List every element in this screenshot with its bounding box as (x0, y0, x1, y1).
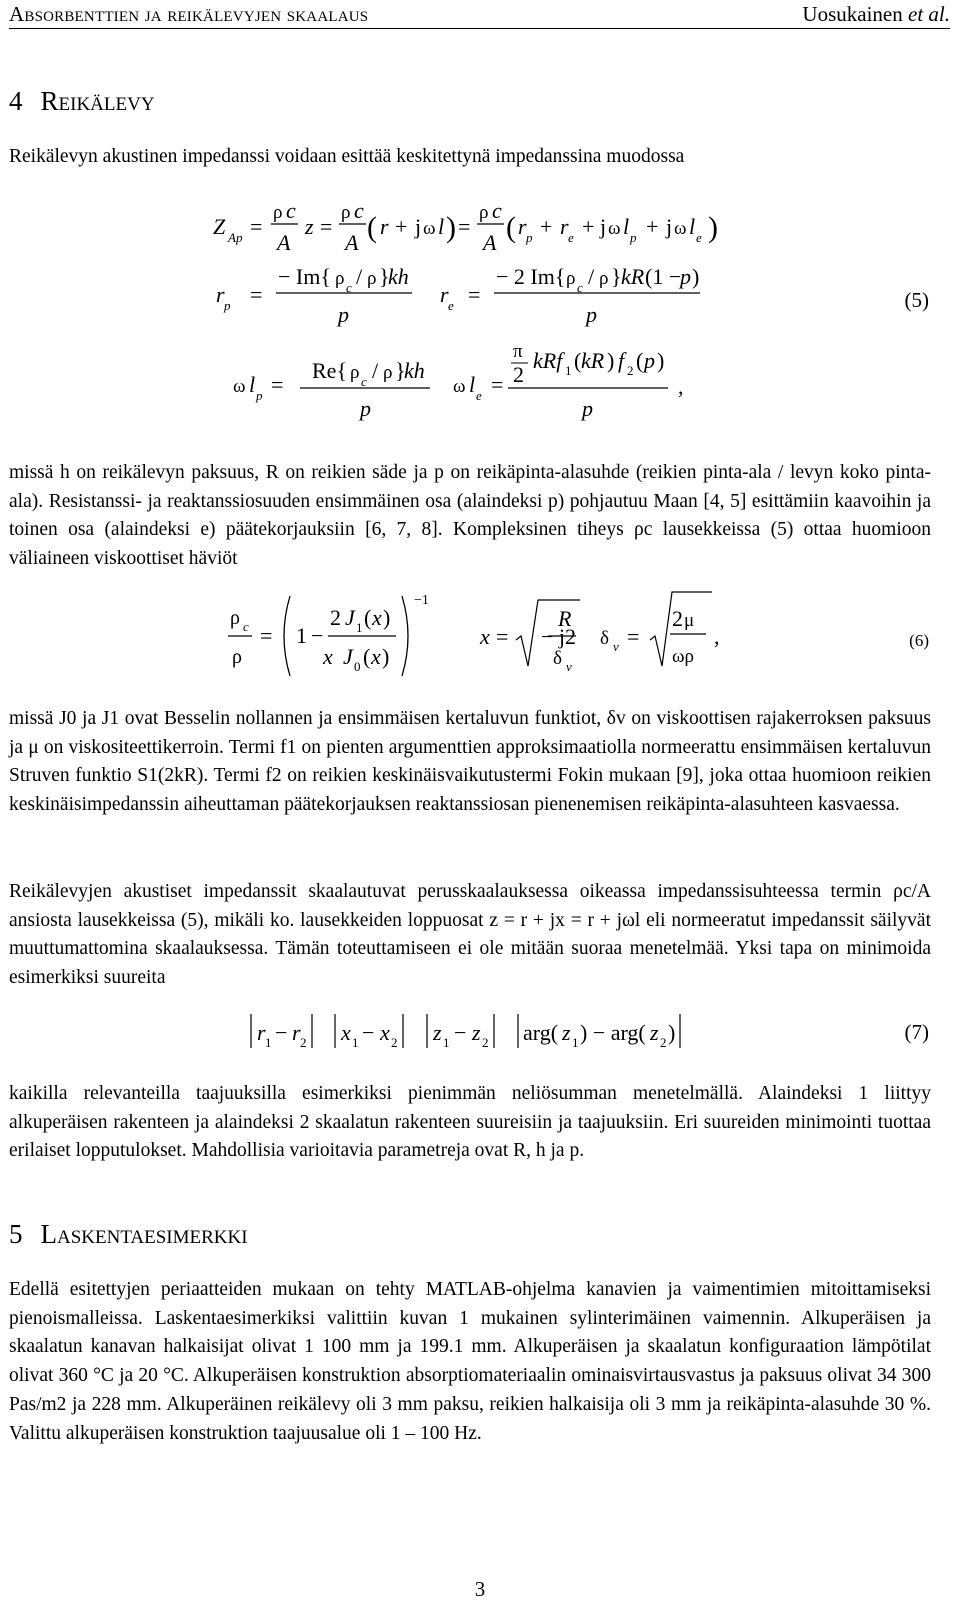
svg-text:1: 1 (265, 1035, 272, 1050)
running-header-title: Absorbenttien ja reikälevyjen skaalaus (9, 2, 369, 26)
svg-text:ρ: ρ (341, 202, 351, 223)
svg-text:p: p (582, 396, 593, 421)
equation-5-number: (5) (904, 288, 929, 312)
svg-text:=: = (271, 372, 284, 397)
svg-text:r: r (257, 1020, 266, 1045)
paragraph-after-eq6: missä J0 ja J1 ovat Besselin nollannen ja ensimmäisen kertaluvun funktiot, δv on viskoottisen rajakerroksen paksuus ja μ on viskositeettikerroin. Termi f1 on pienten argumenttien approksimaatiolla normeerattu ensimmäisen kertaluvun Struven funktio S1(2kR). Termi f2 on reikien keskinäisvaikutustermi Fokin mukaan [9], joka ottaa huomioon reikien keskinäisimpedanssin aiheuttaman päätekorjauksen reaktanssiosan pienenemisen reikäpinta-alasuhteen kasvaessa. (9, 708, 931, 816)
svg-text:r: r (518, 214, 527, 239)
section-5-heading (9, 1219, 248, 1250)
svg-text:z: z (305, 214, 314, 239)
svg-text:): ) (383, 605, 391, 630)
svg-text:−: − (275, 1020, 288, 1045)
svg-text:=: = (468, 282, 481, 307)
svg-text:e: e (476, 388, 482, 403)
svg-text:J: J (343, 644, 353, 669)
svg-text:): ) (708, 211, 718, 244)
svg-text:ρ: ρ (566, 268, 576, 289)
svg-text:(: ( (364, 605, 372, 630)
equation-7 (0, 1002, 960, 1057)
svg-text:−: − (362, 1020, 375, 1045)
svg-text:J: J (345, 605, 355, 630)
svg-text:f: f (618, 348, 625, 373)
svg-text:ω: ω (608, 218, 621, 239)
svg-text:2: 2 (300, 1035, 307, 1050)
svg-text:c: c (346, 280, 352, 295)
svg-text:2: 2 (330, 605, 341, 630)
svg-text:ωρ: ωρ (672, 646, 694, 667)
svg-text:c: c (361, 374, 367, 389)
svg-text:ω: ω (423, 218, 436, 239)
svg-text:): ) (692, 264, 700, 289)
running-header (9, 2, 950, 29)
svg-text:=: = (458, 214, 471, 239)
svg-text:/: / (372, 358, 379, 383)
paragraph-after-eq5: missä h on reikälevyn paksuus, R on reikien säde ja p on reikäpinta-alasuhde (reikien pinta-ala / levyn koko pinta-ala). Resistanssi- ja reaktanssiosuuden ensimmäinen osa (alaindeksi p) pohjautuu Maan [4, 5] esittämiin kaavoihin ja toinen osa (alaindeksi e) päätekorjauksiin [6, 7, 8]. Kompleksinen tiheys ρc lausekkeissa (5) ottaa huomioon väliaineen viskoottiset häviöt (9, 462, 931, 570)
svg-text:v: v (566, 659, 572, 674)
equation-6-formula (0, 578, 900, 688)
section-number: 5 (9, 1219, 23, 1249)
svg-text:}: } (611, 264, 622, 289)
svg-text:+: + (582, 214, 595, 239)
svg-text:z: z (433, 1020, 442, 1045)
svg-text:,: , (678, 374, 684, 399)
svg-text:e: e (448, 298, 454, 313)
svg-text:ρ: ρ (599, 268, 609, 289)
svg-text:e: e (568, 230, 574, 245)
svg-text:v: v (613, 639, 619, 654)
svg-text:ρ: ρ (335, 268, 345, 289)
svg-text:r: r (560, 214, 569, 239)
svg-text:/: / (588, 264, 595, 289)
svg-text:=: = (250, 282, 263, 307)
paragraph-example: Edellä esitettyjen periaatteiden mukaan on tehty MATLAB-ohjelma kanavien ja vaimentimien mitoittamiseksi pienoismalleissa. Laskentaesimerkiksi valittiin kuvan 1 mukainen sylinterimäinen vaimennin. Alkuperäisen ja skaalatun kanavan halkaisijat olivat 1 100 mm ja 199.1 mm. Alkuperäisen ja skaalatun konfiguraation lämpötilat olivat 360 °C ja 20 °C. Alkuperäisen konstruktion absorptiomateriaalin ominaisvirtausvastus ja paksuus olivat 34 300 Pas/m2 ja 228 mm. Alkuperäinen reikälevy oli 3 mm paksu, reikien halkaisija oli 3 mm ja reikäpinta-alasuhde 30 %. Valittu alkuperäisen konstruktion taajuusalue oli 1 – 100 Hz. (9, 1279, 931, 1444)
equation-7-number: (7) (904, 1020, 929, 1044)
svg-text:1: 1 (572, 1035, 579, 1050)
svg-text:−: − (454, 1020, 467, 1045)
svg-text:l: l (689, 214, 696, 239)
section-4-heading (9, 86, 155, 117)
svg-text:x: x (480, 624, 490, 649)
svg-text:π: π (513, 341, 523, 362)
svg-text:2: 2 (482, 1035, 489, 1050)
svg-text:p: p (224, 298, 231, 313)
svg-text:2: 2 (660, 1035, 667, 1050)
section-number: 4 (9, 86, 23, 116)
svg-text:−: − (311, 623, 324, 648)
svg-text:A: A (345, 230, 359, 255)
svg-text:ρ: ρ (383, 362, 393, 383)
svg-text:l: l (438, 214, 445, 239)
svg-text:c: c (577, 280, 583, 295)
svg-text:ρ: ρ (350, 362, 360, 383)
svg-text:p: p (680, 264, 691, 289)
svg-text:/: / (356, 264, 363, 289)
svg-text:) − arg(: ) − arg( (580, 1020, 646, 1045)
svg-text:x: x (372, 605, 382, 630)
svg-text:=: = (320, 214, 333, 239)
author-name: Uosukainen (802, 2, 903, 26)
svg-text:− 2 Im{: − 2 Im{ (496, 264, 566, 289)
svg-text:+: + (395, 214, 408, 239)
svg-text:j: j (666, 214, 673, 239)
svg-text:ρ: ρ (273, 202, 283, 223)
svg-text:x: x (323, 644, 333, 669)
svg-text:−1: −1 (414, 593, 429, 608)
svg-text:c: c (243, 619, 249, 634)
svg-text:z: z (472, 1020, 481, 1045)
svg-text:): ) (607, 348, 615, 373)
svg-text:Z: Z (213, 214, 226, 239)
svg-text:r: r (440, 282, 449, 307)
svg-text:p: p (256, 388, 263, 403)
svg-text:(: ( (574, 348, 582, 373)
equation-5-formula (0, 192, 900, 442)
paragraph-scaling: Reikälevyjen akustiset impedanssit skaalautuvat perusskaalauksessa oikeassa impedanssisuhteessa termin ρc/A ansiosta lausekkeissa (5), mikäli ko. lausekkeiden loppuosat z = r + jx = r + jωl eli normeeratut impedanssit säilyvät muuttumattomina skaalauksessa. Tämän toteuttamiseen ei ole mitään suoraa menetelmää. Yksi tapa on minimoida esimerkiksi suureita (9, 881, 931, 989)
svg-text:=: = (496, 624, 509, 649)
svg-text:}: } (395, 358, 406, 383)
svg-text:c: c (492, 198, 502, 223)
svg-text:j: j (600, 214, 607, 239)
svg-text:kR: kR (581, 348, 605, 373)
svg-text:): ) (657, 348, 665, 373)
equation-6-number: (6) (909, 631, 929, 650)
svg-text:− j2: − j2 (541, 624, 577, 649)
svg-text:ω: ω (674, 218, 687, 239)
svg-text:kh: kh (404, 358, 425, 383)
svg-text:r: r (292, 1020, 301, 1045)
svg-text:ρ: ρ (479, 202, 489, 223)
svg-text:1: 1 (356, 620, 363, 635)
svg-text:=: = (260, 623, 273, 648)
svg-text:): ) (668, 1020, 676, 1045)
section-title: Reikälevy (40, 86, 155, 116)
svg-text:A: A (483, 230, 497, 255)
svg-text:l: l (469, 372, 476, 397)
svg-text:c: c (354, 198, 364, 223)
svg-text:δ: δ (600, 628, 609, 649)
svg-text:p: p (630, 230, 637, 245)
svg-text:(: ( (367, 211, 377, 244)
svg-text:(: ( (636, 348, 644, 373)
svg-text:ρ: ρ (230, 607, 240, 629)
svg-text:kh: kh (388, 264, 409, 289)
svg-text:): ) (382, 644, 390, 669)
svg-text:R: R (558, 606, 572, 631)
svg-text:=: = (491, 372, 504, 397)
svg-text:p: p (526, 230, 533, 245)
svg-text:1: 1 (296, 623, 307, 648)
svg-text:2: 2 (513, 362, 524, 387)
svg-text:2: 2 (627, 363, 634, 378)
svg-text:}: } (379, 264, 390, 289)
section-title: Laskentaesimerkki (40, 1219, 248, 1249)
svg-text:ρ: ρ (367, 268, 377, 289)
svg-text:arg(: arg( (523, 1020, 559, 1045)
equation-5 (0, 192, 960, 442)
svg-text:c: c (286, 198, 296, 223)
svg-text:ω: ω (453, 376, 466, 397)
svg-text:2: 2 (672, 606, 683, 631)
svg-text:(1 −: (1 − (645, 264, 682, 289)
svg-text:x: x (341, 1020, 351, 1045)
svg-text:Re{: Re{ (312, 358, 347, 383)
author-etal: et al. (908, 2, 950, 26)
paragraph-after-eq7: kaikilla relevanteilla taajuuksilla esimerkiksi pienimmän neliösumman menetelmällä. Alaindeksi 1 liittyy alkuperäisen rakenteen ja alaindeksi 2 skaalatun rakenteen suureisiin ja taajuuksiin. Eri suureiden minimointi tuottaa erilaiset lopputulokset. Mahdollisia varioitavia parametreja ovat R, h ja p. (9, 1083, 931, 1162)
svg-text:kR: kR (621, 264, 645, 289)
running-header-authors (802, 2, 950, 27)
svg-text:,: , (714, 624, 720, 649)
equation-7-formula (0, 1002, 900, 1057)
intro-paragraph: Reikälevyn akustinen impedanssi voidaan esittää keskitettynä impedanssina muodossa (9, 146, 685, 167)
svg-text:1: 1 (443, 1035, 450, 1050)
svg-text:l: l (249, 372, 256, 397)
svg-text:Ap: Ap (228, 230, 243, 245)
svg-text:p: p (338, 302, 349, 327)
svg-text:): ) (446, 211, 456, 244)
svg-text:δ: δ (553, 648, 562, 669)
svg-text:r: r (380, 214, 389, 239)
svg-text:+: + (646, 214, 659, 239)
svg-text:1: 1 (565, 363, 572, 378)
svg-text:l: l (623, 214, 630, 239)
svg-text:p: p (644, 348, 655, 373)
svg-text:ρ: ρ (232, 646, 242, 668)
svg-text:x: x (371, 644, 381, 669)
svg-text:p: p (586, 302, 597, 327)
svg-text:2: 2 (391, 1035, 398, 1050)
svg-text:ω: ω (233, 376, 246, 397)
svg-text:=: = (627, 624, 640, 649)
page-number: 3 (474, 1577, 486, 1601)
svg-text:1: 1 (352, 1035, 359, 1050)
svg-text:e: e (696, 230, 702, 245)
svg-text:− Im{: − Im{ (278, 264, 331, 289)
svg-text:j: j (415, 214, 422, 239)
equation-6 (0, 578, 960, 688)
svg-text:x: x (380, 1020, 390, 1045)
svg-text:A: A (277, 230, 291, 255)
svg-text:0: 0 (354, 659, 361, 674)
svg-text:(: ( (506, 211, 516, 244)
svg-text:r: r (216, 282, 225, 307)
svg-text:z: z (562, 1020, 571, 1045)
svg-text:z: z (650, 1020, 659, 1045)
svg-text:(: ( (363, 644, 371, 669)
svg-text:kRf: kRf (533, 348, 563, 373)
svg-text:μ: μ (684, 610, 695, 631)
svg-text:+: + (540, 214, 553, 239)
svg-text:p: p (360, 396, 371, 421)
svg-text:=: = (250, 214, 263, 239)
